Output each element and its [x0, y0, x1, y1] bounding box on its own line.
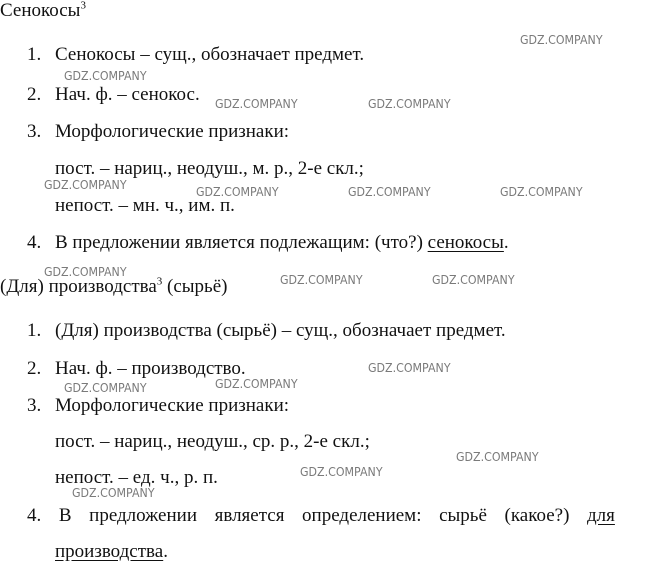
watermark: GDZ.COMPANY [368, 361, 451, 375]
watermark: GDZ.COMPANY [44, 178, 127, 192]
section2-item-3-constant [55, 431, 370, 453]
watermark: GDZ.COMPANY [280, 273, 363, 287]
item-text: Нач. ф. – производство. [55, 358, 246, 379]
item-number: 4. [27, 505, 42, 526]
item-number: 3. [27, 121, 42, 142]
underlined-word: для [587, 505, 615, 526]
constant-features: пост. – нариц., неодуш., ср. р., 2-е скл.; [55, 431, 370, 452]
word: В [58, 505, 72, 526]
item-text: В предложении является подлежащим: (что?) [55, 232, 428, 253]
watermark: GDZ.COMPANY [196, 185, 279, 199]
word: предложении [89, 505, 197, 526]
underlined-subject: сенокосы [427, 232, 504, 253]
watermark: GDZ.COMPANY [64, 381, 147, 395]
item-number: 3. [27, 395, 42, 416]
watermark: GDZ.COMPANY [64, 69, 147, 83]
watermark: GDZ.COMPANY [456, 450, 539, 464]
watermark: GDZ.COMPANY [368, 97, 451, 111]
section2-item-2 [27, 358, 246, 380]
watermark: GDZ.COMPANY [348, 185, 431, 199]
section2-item-3 [27, 395, 289, 417]
section2-item-4 [27, 505, 615, 527]
item-number: 2. [27, 84, 42, 105]
section1-title [0, 0, 86, 22]
section1-title-sup: 3 [80, 0, 86, 12]
item-text-end: . [163, 541, 168, 562]
word: сырьё [439, 505, 487, 526]
section1-item-3 [27, 121, 289, 143]
item-text: Нач. ф. – сенокос. [55, 84, 200, 105]
watermark: GDZ.COMPANY [72, 486, 155, 500]
item-number: 1. [27, 320, 42, 341]
item-number: 4. [27, 232, 42, 253]
item-text: Сенокосы – сущ., обозначает предмет. [55, 44, 365, 65]
section1-item-1 [27, 44, 364, 66]
section1-item-4 [27, 232, 509, 254]
variable-features: непост. – мн. ч., им. п. [55, 195, 235, 216]
word: (какое?) [504, 505, 570, 526]
justified-line [27, 505, 615, 527]
section1-title-text: Сенокосы [0, 0, 81, 21]
section1-item-2 [27, 84, 200, 106]
section2-title-sup: 3 [156, 275, 163, 288]
watermark: GDZ.COMPANY [215, 97, 298, 111]
watermark: GDZ.COMPANY [520, 33, 603, 47]
watermark: GDZ.COMPANY [215, 377, 298, 391]
section2-title [0, 276, 227, 298]
constant-features: пост. – нариц., неодуш., м. р., 2-е скл.; [55, 158, 364, 179]
watermark: GDZ.COMPANY [300, 465, 383, 479]
item-text: Морфологические признаки: [55, 121, 290, 142]
word: определением: [302, 505, 422, 526]
underlined-attribute: производства [55, 541, 164, 562]
section1-item-3-constant [55, 158, 364, 180]
item-text: Морфологические признаки: [55, 395, 290, 416]
watermark: GDZ.COMPANY [432, 273, 515, 287]
word: является [214, 505, 285, 526]
item-text: (Для) производства (сырьё) – сущ., обозначает предмет. [55, 320, 506, 341]
item-number: 2. [27, 358, 42, 379]
variable-features: непост. – ед. ч., р. п. [55, 467, 218, 488]
section2-title-text: (Для) производства [0, 276, 157, 297]
section2-title-post: (сырьё) [162, 276, 228, 297]
section2-item-1 [27, 320, 506, 342]
item-text-end: . [503, 232, 509, 253]
watermark: GDZ.COMPANY [44, 265, 127, 279]
watermark: GDZ.COMPANY [500, 185, 583, 199]
section2-item-4-continuation [55, 541, 168, 563]
item-number: 1. [27, 44, 42, 65]
